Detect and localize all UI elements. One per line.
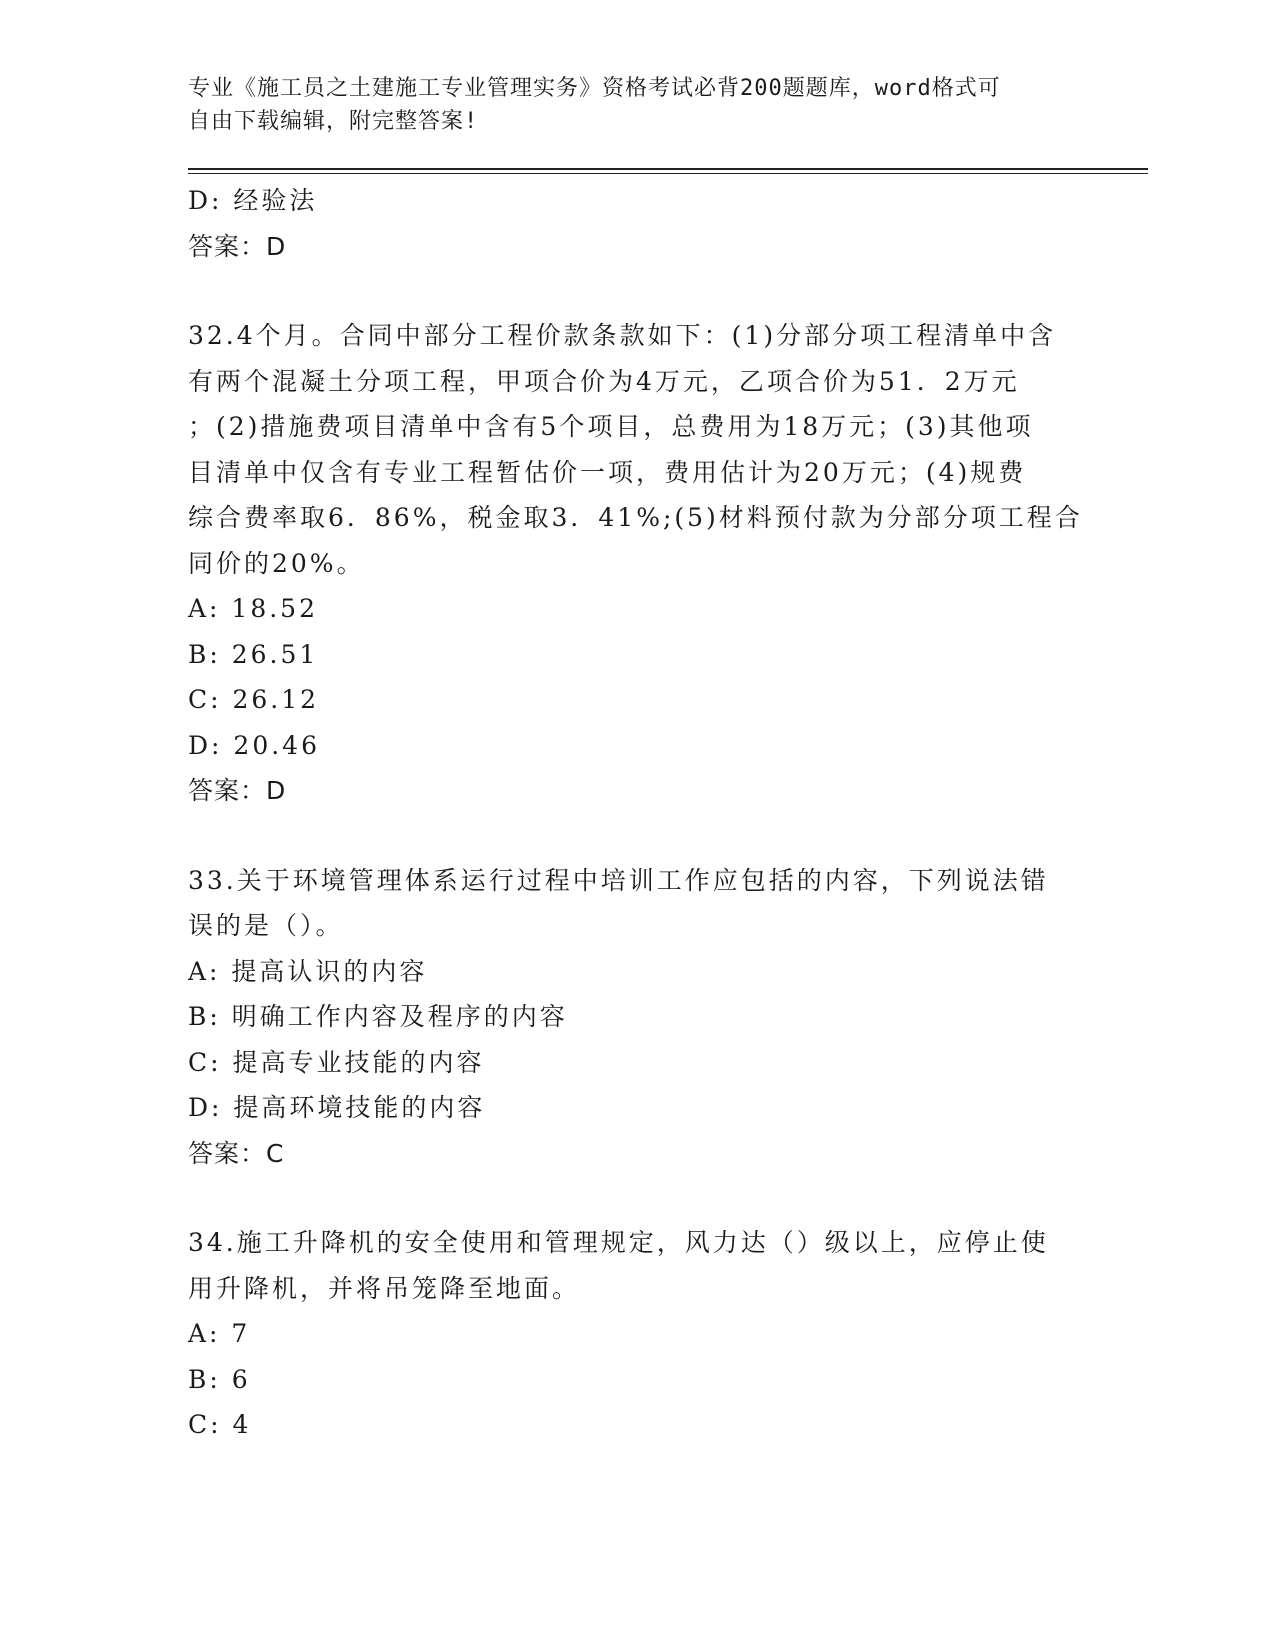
question-text-line: 用升降机，并将吊笼降至地面。 <box>188 1273 581 1303</box>
question-34 <box>188 1220 1148 1448</box>
option-b: B: 26.51 <box>188 639 319 669</box>
question-text-line: 34.施工升降机的安全使用和管理规定，风力达（）级以上，应停止使 <box>188 1228 1049 1257</box>
option-a: A: 提高认识的内容 <box>188 956 428 986</box>
question-text-line: 同价的20%。 <box>188 548 365 578</box>
question-text-line: 32.4个月。合同中部分工程价款条款如下：(1)分部分项工程清单中含 <box>188 321 1057 350</box>
question-32 <box>188 313 1148 814</box>
spacer <box>188 269 1148 313</box>
option-c: C: 4 <box>188 1410 252 1439</box>
answer-label: 答案：C <box>188 1138 285 1168</box>
header-title-line-1: 专业《施工员之土建施工专业管理实务》资格考试必背200题题库，word格式可 <box>188 76 1001 101</box>
spacer <box>188 1176 1148 1220</box>
question-text-line: ；(2)措施费项目清单中含有5个项目，总费用为18万元；(3)其他项 <box>188 412 1034 441</box>
option-b: B: 6 <box>188 1364 251 1394</box>
spacer <box>188 814 1148 858</box>
option-a: A: 7 <box>188 1319 251 1348</box>
question-33 <box>188 858 1148 1177</box>
option-d: D: 提高环境技能的内容 <box>188 1093 486 1122</box>
question-text-line: 综合费率取6．86%，税金取3．41%;(5)材料预付款为分部分项工程合 <box>188 503 1083 532</box>
option-d: D: 经验法 <box>188 186 318 215</box>
option-c: C: 26.12 <box>188 685 320 714</box>
question-text-line: 目清单中仅含有专业工程暂估价一项，费用估计为20万元；(4)规费 <box>188 457 1027 487</box>
question-list <box>188 178 1148 1448</box>
question-text-line: 误的是（）。 <box>188 911 344 940</box>
document-page <box>188 72 1148 1448</box>
question-text-line: 有两个混凝土分项工程，甲项合价为4万元，乙项合价为51．2万元 <box>188 366 1020 396</box>
answer-label: 答案：D <box>188 231 287 261</box>
option-a: A: 18.52 <box>188 594 318 623</box>
header-divider <box>188 168 1148 170</box>
document-header <box>188 72 1068 138</box>
header-title-line-2: 自由下载编辑，附完整答案! <box>188 109 479 134</box>
answer-label: 答案：D <box>188 776 287 805</box>
option-d: D: 20.46 <box>188 730 320 760</box>
option-c: C: 提高专业技能的内容 <box>188 1047 485 1077</box>
question-text-line: 33.关于环境管理体系运行过程中培训工作应包括的内容，下列说法错 <box>188 865 1049 895</box>
option-b: B: 明确工作内容及程序的内容 <box>188 1002 568 1031</box>
